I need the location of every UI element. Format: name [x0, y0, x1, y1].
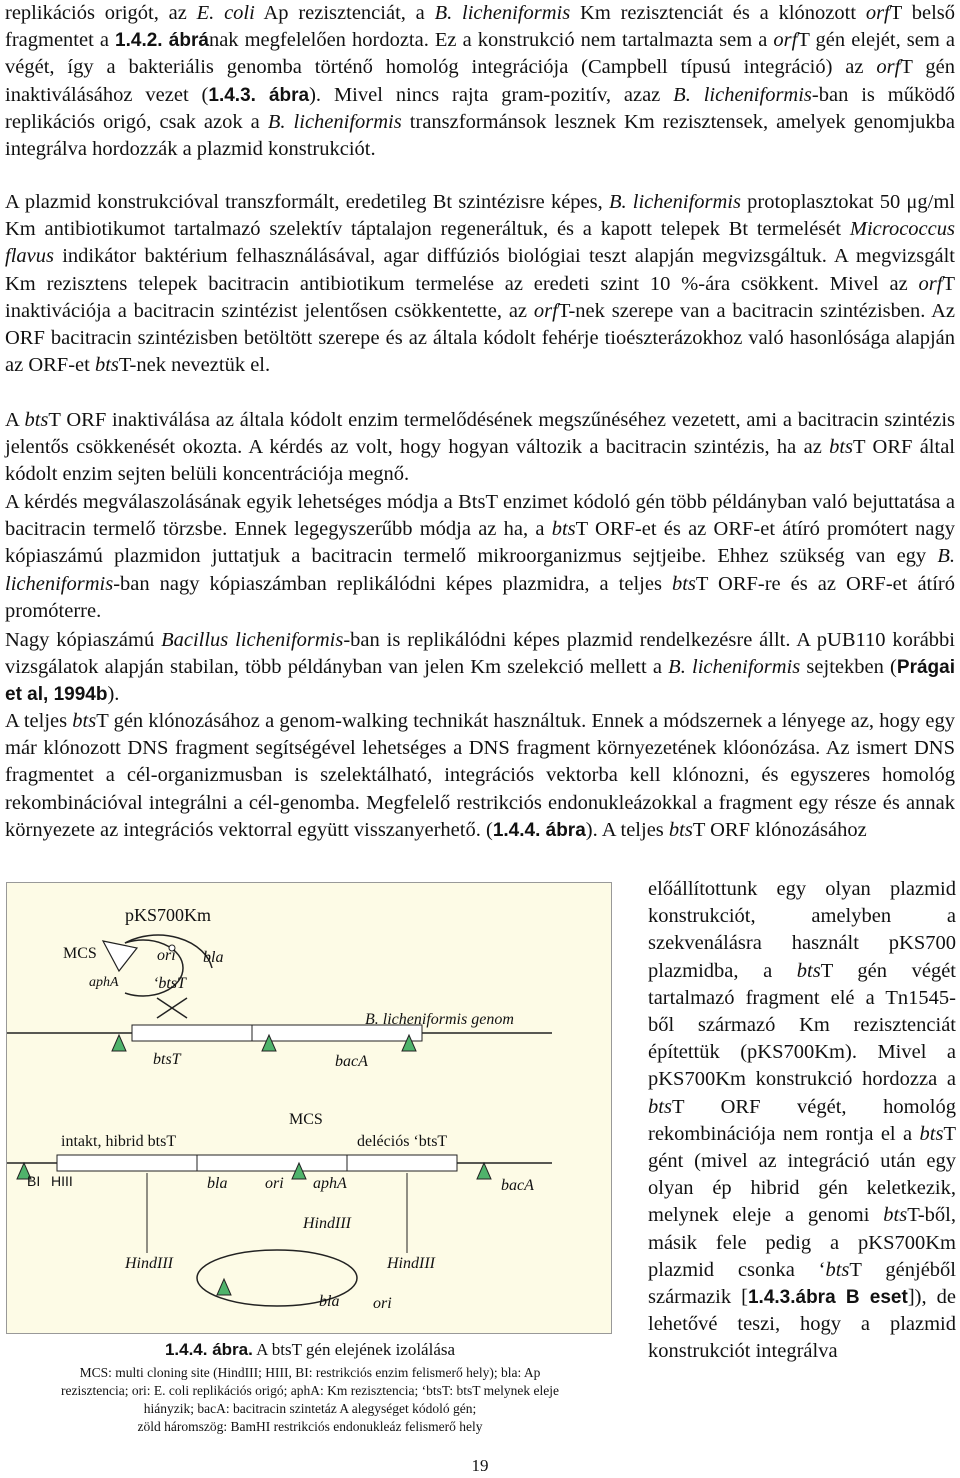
text-segment: bts: [796, 959, 821, 982]
text-segment: T gén elejét, sem a végét, így a bakteriális genomba történő homológ integrációja (Campbell típusú integráció) az: [5, 29, 955, 79]
text-segment: 1.4.3.ábra B eset: [747, 1287, 908, 1309]
mcs-arrow-top: [103, 941, 137, 971]
caption-line-1: MCS: multi cloning site (HindIII; HIII, BI: restrikciós enzim felismerő hely); bla: Ap: [79, 1365, 541, 1380]
label-ori-bot: ori: [373, 1295, 392, 1312]
label-mcs-top: MCS: [63, 945, 97, 962]
text-segment: bts: [883, 1204, 908, 1227]
label-apha-mid: aphA: [313, 1175, 347, 1192]
text-segment: -ban is replikálódni képes plazmid rendelkezésre állt. A pUB110 korábbi vizsgálatok alapján stabilan, több példányban van jelen Km szelekció mellett a: [5, 629, 956, 679]
caption-title-text: A btsT gén elejének izolálása: [252, 1340, 456, 1359]
figure-1-4-4: [6, 882, 612, 1334]
text-segment: nak megfelelően hordozta. Ez a konstrukció nem tartalmazta sem a: [208, 29, 774, 52]
text-segment: orf: [773, 29, 798, 52]
text-segment: T-nek szerepe van a bacitracin szintézisben. Az ORF bacitracin szintézisben betöltött szerepe és az általa kódolt fehérje tioészterázokhoz való hasonlósága alapján az ORF-et: [5, 299, 955, 377]
label-btst-trunc-top: ‘btsT: [153, 975, 186, 992]
integrated-vector-block: [197, 1155, 347, 1171]
text-segment: B. licheniformis: [267, 110, 402, 133]
text-segment: -ban nagy kópiaszámban replikálódni képes plazmidra, a teljes: [113, 572, 672, 595]
text-segment: Prágai et al, 1994b: [5, 657, 955, 706]
text-segment: A teljes: [5, 710, 73, 732]
paragraph-3: [5, 407, 955, 489]
text-segment: T génjéből származik [: [648, 1258, 956, 1309]
paragraph-5: [5, 627, 955, 709]
label-deletion: deléciós ‘btsT: [357, 1133, 448, 1150]
text-segment: protoplasztokat 50 μg/ml Km antibiotikumot tartalmazó szelektív táptalajon regeneráltuk, és a kapott telepek Bt termelését: [5, 191, 956, 241]
paragraph-1: [5, 0, 955, 163]
text-segment: B. licheniformis: [608, 191, 741, 213]
paragraph-6: [5, 708, 955, 844]
integrated-deletion-block: [347, 1155, 457, 1171]
text-segment: sejtekben (: [800, 656, 897, 679]
label-genome: B. licheniformis genom: [365, 1011, 514, 1028]
label-mcs-mid: MCS: [289, 1111, 323, 1128]
caption-number: 1.4.4. ábra.: [164, 1340, 253, 1359]
text-segment: előállítottunk egy olyan plazmid konstrukciót, amelyben a szekvenálásra használt pKS700 plazmidba, a: [648, 878, 956, 982]
label-ori-top: ori: [157, 947, 176, 964]
text-segment: E. coli: [196, 2, 255, 24]
text-segment: T-ből, másik fele pedig a pKS700Km plazmid csonka ‘: [648, 1204, 956, 1281]
label-btst-genome: btsT: [153, 1051, 181, 1068]
text-segment: T-nek neveztük el.: [118, 354, 271, 377]
label-bla-bot: bla: [319, 1293, 340, 1310]
label-bla-top: bla: [203, 949, 224, 966]
text-segment: orf: [918, 272, 943, 295]
paragraph-2: [5, 189, 955, 379]
text-segment: T inaktivációja a bacitracin szintézist jelentősen csökkentette, az: [5, 272, 955, 322]
text-segment: T ORF inaktiválása az általa kódolt enzim termelődésének megszűnéséhez vezetett, ami a bacitracin szintézis jelentős csökkenését okozta. A kérdés az volt, hogy hogyan változik a bacitracin szintézis, ha az: [5, 409, 955, 459]
label-bla-mid: bla: [207, 1175, 228, 1192]
text-segment: bts: [94, 354, 119, 377]
text-segment: Bacillus licheniformis: [161, 629, 344, 651]
page-number: 19: [471, 1456, 489, 1475]
label-hiii: HIII: [51, 1173, 73, 1189]
text-segment: B. licheniformis: [668, 656, 801, 679]
caption-line-4: zöld háromszög: BamHI restrikciós endonukleáz felismerő hely: [137, 1419, 483, 1434]
label-baca-genome: bacA: [335, 1053, 368, 1070]
text-segment: T gén végét tartalmazó fragment elé a Tn1545-ből származó Km rezisztenciát építettük (pKS700Km). Mivel a pKS700Km konstrukció hordozza a: [648, 959, 956, 1091]
text-segment: A: [5, 409, 25, 431]
text-segment: T ORF végét, homológ rekombinációja nem rontja el a: [648, 1095, 956, 1145]
text-segment: bts: [551, 518, 576, 541]
label-ori-mid: ori: [265, 1175, 284, 1192]
label-baca-mid: bacA: [501, 1177, 534, 1194]
text-segment: transzformánsok lesznek Km rezisztensek, amelyek genomjukba integrálva hordozzák a plazmid konstrukciót.: [5, 110, 955, 161]
text-segment: B. licheniformis: [673, 83, 812, 106]
text-segment: 1.4.3. ábra: [208, 84, 310, 106]
text-segment: T gént (mivel az integráció után egy olyan ép hibrid gén keletkezik, melynek eleje a genomi: [648, 1122, 956, 1227]
label-apha-top: aphA: [89, 975, 119, 990]
text-segment: 1.4.2. ábrá: [115, 30, 209, 52]
right-column-text: [648, 876, 956, 1366]
text-segment: bts: [919, 1122, 944, 1145]
text-segment: ). A teljes: [585, 818, 669, 841]
text-segment: A kérdés megválaszolásának egyik lehetséges módja a BtsT enzimet kódoló gén több példányban való bejuttatása a bacitracin termelő törzsbe. Ennek legegyszerűbb módja az ha, a: [5, 491, 955, 541]
text-segment: bts: [671, 572, 696, 595]
text-segment: -ban is működő replikációs origó, csak azok a: [5, 83, 955, 133]
text-segment: B. licheniformis: [5, 545, 955, 595]
text-segment: T ORF-re és az ORF-et átíró promóterre.: [5, 572, 956, 622]
text-segment: ).: [107, 683, 120, 706]
text-segment: T ORF klónozásához: [692, 818, 867, 841]
text-segment: indikátor baktérium felhasználásával, agar diffúziós biológiai teszt alapján megvizsgáltuk. A megvizsgált Km rezisztens telepek bacitracin antibiotikum termelése az eredeti szint 10 %-ára csökkent. Mivel az: [5, 245, 955, 295]
text-segment: bts: [648, 1095, 672, 1118]
paragraph-4: [5, 489, 955, 625]
text-segment: bts: [668, 818, 693, 841]
text-segment: replikációs origót, az: [5, 2, 197, 24]
text-segment: orf: [876, 56, 901, 79]
text-segment: Km rezisztenciát és a klónozott: [570, 2, 866, 24]
text-segment: T ORF-et és az ORF-et átíró promótert nagy kópiaszámú plazmidon juttatjuk a bacitracin termelő mikroorganizmus sejtjeibe. Ehhez szükség van egy: [5, 518, 955, 568]
label-hind-right: HindIII: [387, 1255, 435, 1272]
text-segment: bts: [72, 710, 97, 732]
text-segment: T gén klónozásához a genom-walking technikát használtuk. Ennek a módszernek a lényege az, hogy egy már klónozott DNS fragment segítségével lehetséges a DNS fragment környezetének klóonózása. Az ismert DNS fragmentet a cél-organizmusban is szelektálható, integrációs vektorba kell klónozni, és egyszeres homológ rekombinációval integrálni a cél-genomba. Megfelelő restrikciós endonukleázokkal a fragment egy része és annak környezete az integrációs vektorral együtt visszanyerhető. (: [5, 710, 955, 841]
label-plasmid-name: pKS700Km: [125, 905, 212, 925]
label-hybrid: intakt, hibrid btsT: [61, 1133, 177, 1150]
text-segment: ]), de lehetővé teszi, hogy a plazmid konstrukciót integrálva: [648, 1286, 956, 1363]
text-segment: bts: [829, 436, 854, 459]
integrated-hybrid-block: [57, 1155, 197, 1171]
label-bi: BI: [27, 1173, 41, 1189]
label-hind-mid: HindIII: [303, 1215, 351, 1232]
bamhi-triangle-1: [112, 1035, 126, 1051]
text-segment: T gén inaktiválásához vezet (: [5, 56, 955, 106]
bamhi-triangle-6: [477, 1163, 491, 1179]
text-segment: 1.4.4. ábra: [492, 819, 586, 841]
caption-line-2: rezisztencia; ori: E. coli replikációs origó; aphA: Km rezisztencia; ‘btsT: btsT melynek eleje: [60, 1383, 560, 1398]
text-segment: T belső fragmentet a: [5, 2, 955, 52]
text-segment: ). Mivel nincs rajta gram-pozitív, azaz: [309, 83, 674, 106]
text-segment: A plazmid konstrukcióval transzformált, eredetileg Bt szintézisre képes,: [5, 191, 609, 213]
text-segment: bts: [825, 1258, 850, 1281]
text-segment: orf: [533, 299, 558, 322]
caption-line-3: hiányzik; bacA: bacitracin szintetáz A alegységet kódoló gén;: [143, 1401, 477, 1416]
text-segment: orf: [865, 2, 890, 24]
text-segment: Micrococcus flavus: [5, 218, 955, 268]
text-segment: bts: [24, 409, 49, 431]
figure-caption-title: [4, 1340, 616, 1360]
text-segment: T ORF által kódolt enzim sejten belüli koncentrációja megnő.: [5, 436, 955, 486]
text-segment: B. licheniformis: [434, 2, 571, 24]
figure-drawing: [7, 883, 611, 1333]
genome-btsT-block: [132, 1025, 252, 1041]
bamhi-triangle-7: [217, 1279, 231, 1295]
label-hind-left: HindIII: [125, 1255, 173, 1272]
text-segment: Ap rezisztenciát, a: [254, 2, 435, 24]
text-segment: Nagy kópiaszámú: [5, 629, 162, 651]
